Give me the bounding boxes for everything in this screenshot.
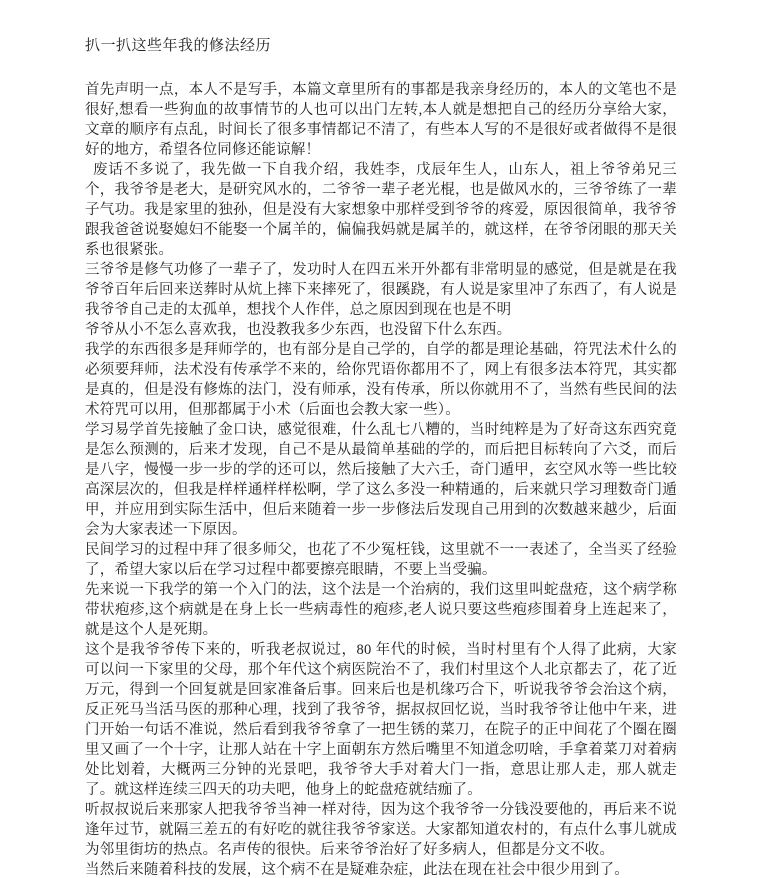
paragraph-first-method: 先来说一下我学的第一个入门的法，这个法是一个治病的，我们这里叫蛇盘疮，这个病学称带状疱疹,这个病就是在身上长一些病毒性的疱疹,老人说只要这些疱疹围着身上连起来了，就是这个人是死期。 bbox=[85, 582, 677, 638]
document-title: 扒一扒这些年我的修法经历 bbox=[85, 38, 272, 54]
paragraph-grandpa-healing-story: 这个是我爷爷传下来的，听我老叔说过，80 年代的时候，当时村里有个人得了此病，大家可以问一下家里的父母，那个年代这个病医院治不了，我们村里这个人北京都去了，花了近万元，得到一个回复就是回家准备后事。回来后也是机缘巧合下，听说我爷爷会治这个病，反正死马当活马医的那种心理，找到了我爷爷，据叔叔回忆说，当时我爷爷让他中午来，进门开始一句话不准说，然后看到我爷爷拿了一把生锈的菜刀，在院子的正中间花了个圈在圈里又画了一个十字，让那人站在十字上面朝东方然后嘴里不知道念叨啥，手拿着菜刀对着病处比划着，大概两三分钟的光景吧，我爷爷大手对着大门一指，意思让那人走，那人就走了。就这样连续三四天的功夫吧，他身上的蛇盘疮就结痂了。 bbox=[85, 642, 677, 798]
paragraph-intro-disclaimer: 首先声明一点，本人不是写手，本篇文章里所有的事都是我亲身经历的，本人的文笔也不是很好,想看一些狗血的故事情节的人也可以出门左转,本人就是想把自己的经历分享给大家，文章的顺序有点乱，时间长了很多事情都记不清了，有些本人写的不是很好或者做得不是很好的地方，希望各位同修还能谅解！ bbox=[85, 82, 677, 158]
paragraph-self-introduction: 废话不多说了，我先做一下自我介绍，我姓李，戊辰年生人，山东人，祖上爷爷弟兄三个，我爷爷是老大，是研究风水的，二爷爷一辈子老光棍，也是做风水的，三爷爷练了一辈子气功。我是家里的独孙，但是没有大家想象中那样受到爷爷的疼爱，原因很简单，我爷爷跟我爸爸说娶媳妇不能娶一个属羊的，偏偏我妈就是属羊的，就这样，在爷爷闭眼的那天关系也很紧张。 bbox=[85, 162, 677, 258]
paragraph-yixue-study: 学习易学首先接触了金口诀，感觉很难，什么乱七八糟的，当时纯粹是为了好奇这东西究竟是怎么预测的，后来才发现，自己不是从最简单基础的学的，而后把目标转向了六爻，而后是八字，慢慢一步一步的学的还可以，然后接触了大六壬，奇门遁甲，玄空风水等一些比较高深层次的，但我是样样通样样松啊，学了这么多没一种精通的，后来就只学习理数奇门遁甲，并应用到实际生活中，但后来随着一步一步修法后发现自己用到的次数越来越少，后面会为大家表述一下原因。 bbox=[85, 422, 677, 538]
paragraph-modern-times: 当然后来随着科技的发展，这个病不在是疑难杂症，此法在现在社会中很少用到了。 bbox=[85, 862, 629, 878]
paragraph-learning-sources: 我学的东西很多是拜师学的，也有部分是自己学的，自学的都是理论基础，符咒法术什么的必须要拜师，法术没有传承学不来的，给你咒语你都用不了，网上有很多法本符咒，其实都是真的，但是没有修炼的法门，没有师承，没有传承，所以你就用不了，当然有些民间的法术符咒可以用，但那都属于小术（后面也会教大家一些）。 bbox=[85, 342, 677, 418]
paragraph-village-reputation: 听叔叔说后来那家人把我爷爷当神一样对待，因为这个我爷爷一分钱没要他的，再后来不说逢年过节，就隔三差五的有好吃的就往我爷爷家送。大家都知道农村的，有点什么事儿就成为邻里街坊的热点。名声传的很快。后来爷爷治好了好多病人，但都是分文不收。 bbox=[85, 802, 677, 858]
paragraph-masters-money: 民间学习的过程中拜了很多师父，也花了不少冤枉钱，这里就不一一表述了，全当买了经验了，希望大家以后在学习过程中都要擦亮眼睛，不要上当受骗。 bbox=[85, 542, 677, 578]
paragraph-grandpa-relationship: 爷爷从小不怎么喜欢我，也没教我多少东西，也没留下什么东西。 bbox=[85, 322, 512, 338]
paragraph-third-grandpa: 三爷爷是修气功修了一辈子了，发功时人在四五米开外都有非常明显的感觉，但是就是在我爷爷百年后回来送葬时从炕上摔下来摔死了，很蹊跷，有人说是家里冲了东西了，有人说是我爷爷自己走的太孤单，想找个人作伴，总之原因到现在也是不明 bbox=[85, 262, 677, 318]
